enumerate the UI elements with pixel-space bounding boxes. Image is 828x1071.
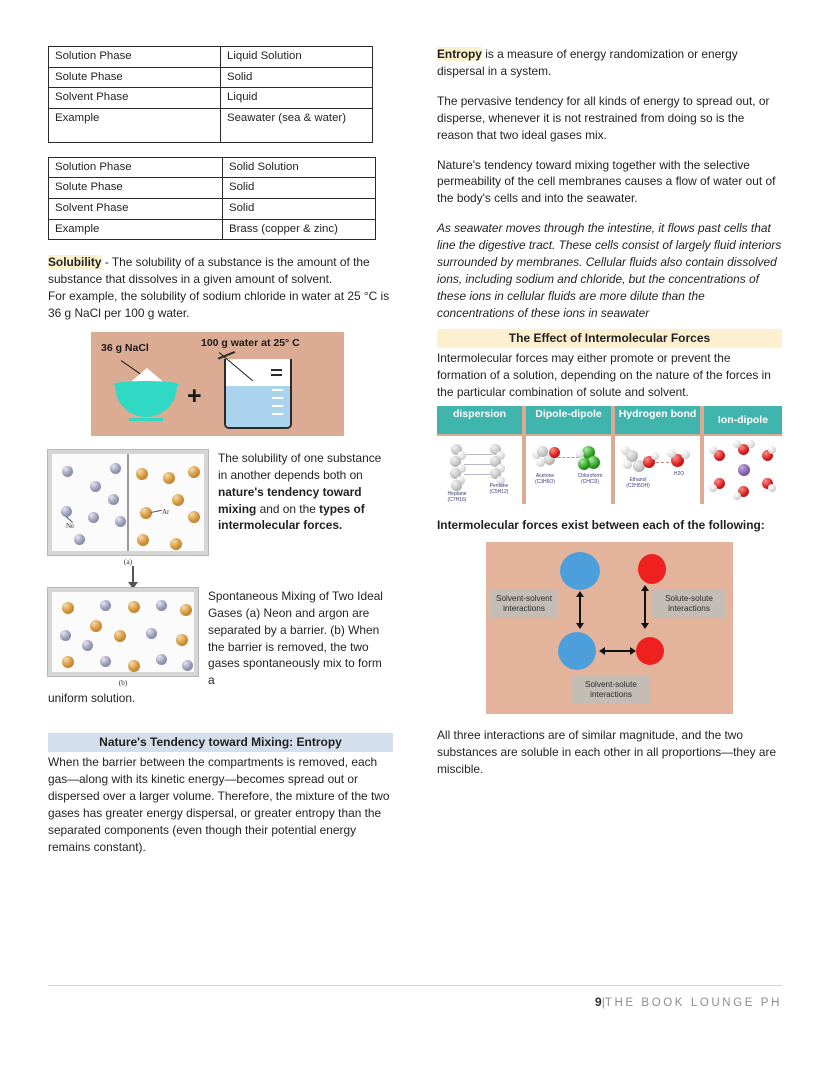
table-row — [49, 67, 373, 88]
neon-label: Ne — [66, 521, 75, 530]
paragraph-seawater-intestine: As seawater moves through the intestine, it flows past cells that line the digestive tract. These cells consist of largely fluid interiors surrounded by membranes. Cellular fluids also contain dissolved ions, including sodium and chloride, but the concentrations of these ions in cellular fluids are more dilute than the concentrations of these ions in seawater — [437, 221, 782, 320]
imf-panel-dispersion — [437, 406, 522, 504]
bond-line — [464, 464, 492, 465]
neon-atom — [156, 600, 167, 611]
dipole-interaction-line — [553, 457, 579, 458]
footer-separator: | — [601, 995, 605, 1009]
argon-atom — [180, 604, 192, 616]
solvent-solute-label: Solvent-solute interactions — [572, 676, 650, 704]
gas-box-mixed — [48, 588, 198, 676]
table-cell-value: Solid — [221, 67, 373, 88]
table-cell-label: Solution Phase — [49, 157, 223, 178]
interaction-types-figure — [486, 542, 733, 714]
entropy-section-heading: Nature's Tendency toward Mixing: Entropy — [48, 733, 393, 752]
solute-circle — [638, 554, 666, 584]
imf-panel-image — [615, 436, 700, 504]
figure-text-part: The solubility of one substance in another depends both on — [218, 450, 382, 482]
entropy-definition-rest: is a measure of energy randomization or energy dispersal in a system. — [437, 47, 738, 78]
argon-atom — [136, 468, 148, 480]
table-cell-label: Solution Phase — [49, 47, 221, 68]
table-cell-label: Solute Phase — [49, 178, 223, 199]
entropy-definition — [437, 46, 782, 80]
carbon-atom — [451, 480, 462, 491]
imf-panel-title: Hydrogen bond — [615, 406, 700, 434]
imf-panel-title: dispersion — [437, 406, 522, 434]
spacer — [437, 144, 782, 157]
argon-atom — [188, 511, 200, 523]
arrow-head-left — [599, 647, 605, 655]
imf-section-body: Intermolecular forces may either promote or prevent the formation of a solution, depending on the nature of the forces in the particular combination of solute and solvent. — [437, 350, 771, 399]
spacer — [437, 80, 782, 93]
spacer — [437, 322, 782, 329]
solvent-solvent-label: Solvent-solvent interactions — [490, 590, 558, 618]
table-row — [49, 47, 373, 68]
page-footer — [48, 985, 782, 1011]
solvent-circle — [558, 632, 596, 670]
solvent-circle — [560, 552, 600, 590]
solute-circle — [636, 637, 664, 665]
footer-book-title: THE BOOK LOUNGE PH — [604, 997, 782, 1009]
table-cell-label: Solvent Phase — [49, 88, 221, 109]
water-amount-label: 100 g water at 25° C — [201, 336, 300, 349]
gas-figure-b-text-continued: uniform solution. — [48, 691, 136, 706]
gas-figure-a-row — [48, 450, 393, 566]
table-cell-value: Liquid — [221, 88, 373, 109]
table-cell-value: Solid — [223, 178, 376, 199]
table-cell-label: Solvent Phase — [49, 198, 223, 219]
imf-panel-hydrogen-bond — [615, 406, 700, 504]
solute-solute-arrow-line — [644, 590, 646, 624]
solute-solute-label: Solute-solute interactions — [652, 590, 726, 618]
solvent-solvent-arrow-line — [579, 596, 581, 624]
neon-atom — [182, 660, 193, 671]
spacer — [437, 207, 782, 220]
beaker-tick — [272, 405, 283, 407]
table-row — [49, 157, 376, 178]
neon-atom — [108, 494, 119, 505]
gas-figure-a-text — [218, 450, 384, 535]
table-row — [49, 198, 376, 219]
table-row — [49, 108, 373, 142]
imf-types-figure — [437, 406, 782, 504]
imf-panel-image — [704, 436, 782, 504]
gas-figure-a — [48, 450, 208, 566]
argon-atom — [170, 538, 182, 550]
beaker-tick — [272, 413, 283, 415]
table-cell-value: Brass (copper & zinc) — [223, 219, 376, 240]
beaker-icon — [224, 359, 292, 429]
footer-page-number: 9 — [595, 995, 602, 1009]
solubility-text: - The solubility of a substance is the amount of the substance that dissolves in a given amount of solvent. — [48, 255, 370, 287]
neon-atom — [115, 516, 126, 527]
arrow-head-up — [576, 591, 584, 597]
hydrogen-atom — [709, 484, 717, 492]
gas-figure-b-row — [48, 588, 393, 689]
table-cell-value: Seawater (sea & water) — [221, 108, 373, 142]
sodium-ion — [738, 464, 750, 476]
beaker-tick — [271, 374, 282, 376]
imf-panel-image — [437, 436, 522, 504]
table-row — [49, 178, 376, 199]
entropy-term: Entropy — [437, 47, 482, 61]
plus-sign: + — [187, 381, 202, 410]
hydrogen-atom — [681, 450, 690, 459]
left-column — [48, 46, 393, 856]
molecule-label: Chloroform (CHCl3) — [577, 473, 603, 485]
gas-figure-b-text: Spontaneous Mixing of Two Ideal Gases (a) Neon and argon are separated by a barrier. (b) When the barrier is removed, the two gases spontaneously mix to form a — [208, 588, 383, 688]
spacer — [48, 707, 393, 733]
beaker-tick — [272, 389, 283, 391]
gas-box-separated — [48, 450, 208, 555]
molecule-label: Acetone (C3H6O) — [534, 473, 555, 485]
bond-line — [464, 454, 492, 455]
arrow-head-down — [641, 623, 649, 629]
beaker-tick — [271, 369, 282, 371]
liquid-solution-table — [48, 46, 373, 143]
hydrogen-atom — [623, 460, 632, 469]
right-column — [437, 46, 782, 778]
table-cell-value: Liquid Solution — [221, 47, 373, 68]
neon-atom — [156, 654, 167, 665]
solubility-term: Solubility — [48, 255, 102, 270]
imf-panel-ion-dipole — [704, 406, 782, 504]
neon-atom — [146, 628, 157, 639]
neon-atom — [62, 466, 73, 477]
hydrogen-atom — [747, 440, 755, 448]
table-cell-label: Example — [49, 219, 223, 240]
neon-atom — [100, 656, 111, 667]
gas-figure-b — [48, 588, 198, 687]
bond-line — [464, 474, 492, 475]
paragraph-pervasive-tendency: The pervasive tendency for all kinds of energy to spread out, or disperse, whenever it is not restrained from doing so is the reason that two ideal gases mix. — [437, 93, 770, 142]
molecule-label: Pentane (C5H12) — [489, 483, 509, 495]
neon-atom — [100, 600, 111, 611]
solubility-example: For example, the solubility of sodium chloride in water at 25 °C is 36 g NaCl per 100 g water. — [48, 288, 390, 320]
molecule-label: H2O — [673, 471, 685, 478]
bowl-icon — [115, 384, 177, 417]
hydrogen-atom — [733, 492, 741, 500]
barrier-divider — [127, 454, 129, 551]
hydrogen-atom — [768, 484, 776, 492]
molecule-label: Ethanol (C2H5OH) — [626, 477, 650, 489]
table-cell-value: Solid — [223, 198, 376, 219]
table-cell-label: Example — [49, 108, 221, 142]
neon-atom — [61, 506, 72, 517]
argon-atom — [137, 534, 149, 546]
argon-atom — [172, 494, 184, 506]
spacer — [437, 504, 782, 517]
chlorine-atom — [578, 458, 590, 470]
arrow-head-up — [641, 585, 649, 591]
leader-line-ar — [151, 510, 162, 513]
imf-panel-image — [526, 436, 611, 504]
imf-panel-title: Dipole-dipole — [526, 406, 611, 434]
argon-atom — [176, 634, 188, 646]
neon-atom — [82, 640, 93, 651]
nacl-water-figure — [91, 332, 344, 436]
argon-atom — [128, 660, 140, 672]
beaker-tick — [272, 397, 283, 399]
figure-text-bold: nature's tendency toward mixing — [218, 484, 362, 516]
spacer — [437, 714, 782, 727]
arrow-head-down — [576, 623, 584, 629]
solubility-definition — [48, 254, 393, 288]
argon-atom — [62, 602, 74, 614]
argon-atom — [114, 630, 126, 642]
argon-atom — [62, 656, 74, 668]
neon-atom — [110, 463, 121, 474]
argon-atom — [90, 620, 102, 632]
closing-paragraph: All three interactions are of similar magnitude, and the two substances are soluble in each other in all proportions—they are miscible. — [437, 728, 777, 777]
argon-atom — [163, 472, 175, 484]
table-cell-value: Solid Solution — [223, 157, 376, 178]
molecule-label: Heptane (C7H16) — [447, 491, 467, 503]
neon-atom — [90, 481, 101, 492]
argon-atom — [188, 466, 200, 478]
table-row — [49, 88, 373, 109]
imf-section-heading: The Effect of Intermolecular Forces — [437, 329, 782, 348]
figure-text-part: and on the — [256, 501, 320, 516]
transition-arrow — [48, 566, 393, 588]
arrow-head-right — [630, 647, 636, 655]
imf-exists-heading: Intermolecular forces exist between each of the following: — [437, 518, 765, 533]
table-cell-label: Solute Phase — [49, 67, 221, 88]
hydrogen-atom — [768, 446, 776, 454]
entropy-section-body: When the barrier between the compartments is removed, each gas—along with its kinetic energy—becomes spread out or dispersed over a larger volume. Therefore, the mixture of the two gases has greater energy dispersal, or greater entropy than the separated components (even though their potential energy remains constant). — [48, 755, 390, 854]
imf-panel-dipole-dipole — [526, 406, 611, 504]
bowl-foot — [129, 418, 163, 421]
hydrogen-atom — [576, 450, 584, 458]
neon-atom — [60, 630, 71, 641]
paragraph-nature-tendency: Nature's tendency toward mixing together with the selective permeability of the cell membranes causes a flow of water out of the body's cells and into the seawater. — [437, 157, 776, 206]
figure-text-bold: types of intermolecular forces. — [218, 501, 365, 533]
neon-atom — [88, 512, 99, 523]
nacl-amount-label: 36 g NaCl — [101, 341, 149, 354]
solvent-solute-arrow-line — [604, 650, 632, 652]
hydrogen-atom — [651, 452, 659, 460]
argon-label: Ar — [162, 507, 170, 516]
argon-atom — [128, 601, 140, 613]
neon-atom — [74, 534, 85, 545]
figure-caption-a: (a) — [123, 556, 133, 566]
figure-caption-b: (b) — [118, 677, 128, 687]
table-row — [49, 219, 376, 240]
imf-panel-title: Ion-dipole — [704, 406, 782, 434]
solid-solution-table — [48, 157, 376, 240]
